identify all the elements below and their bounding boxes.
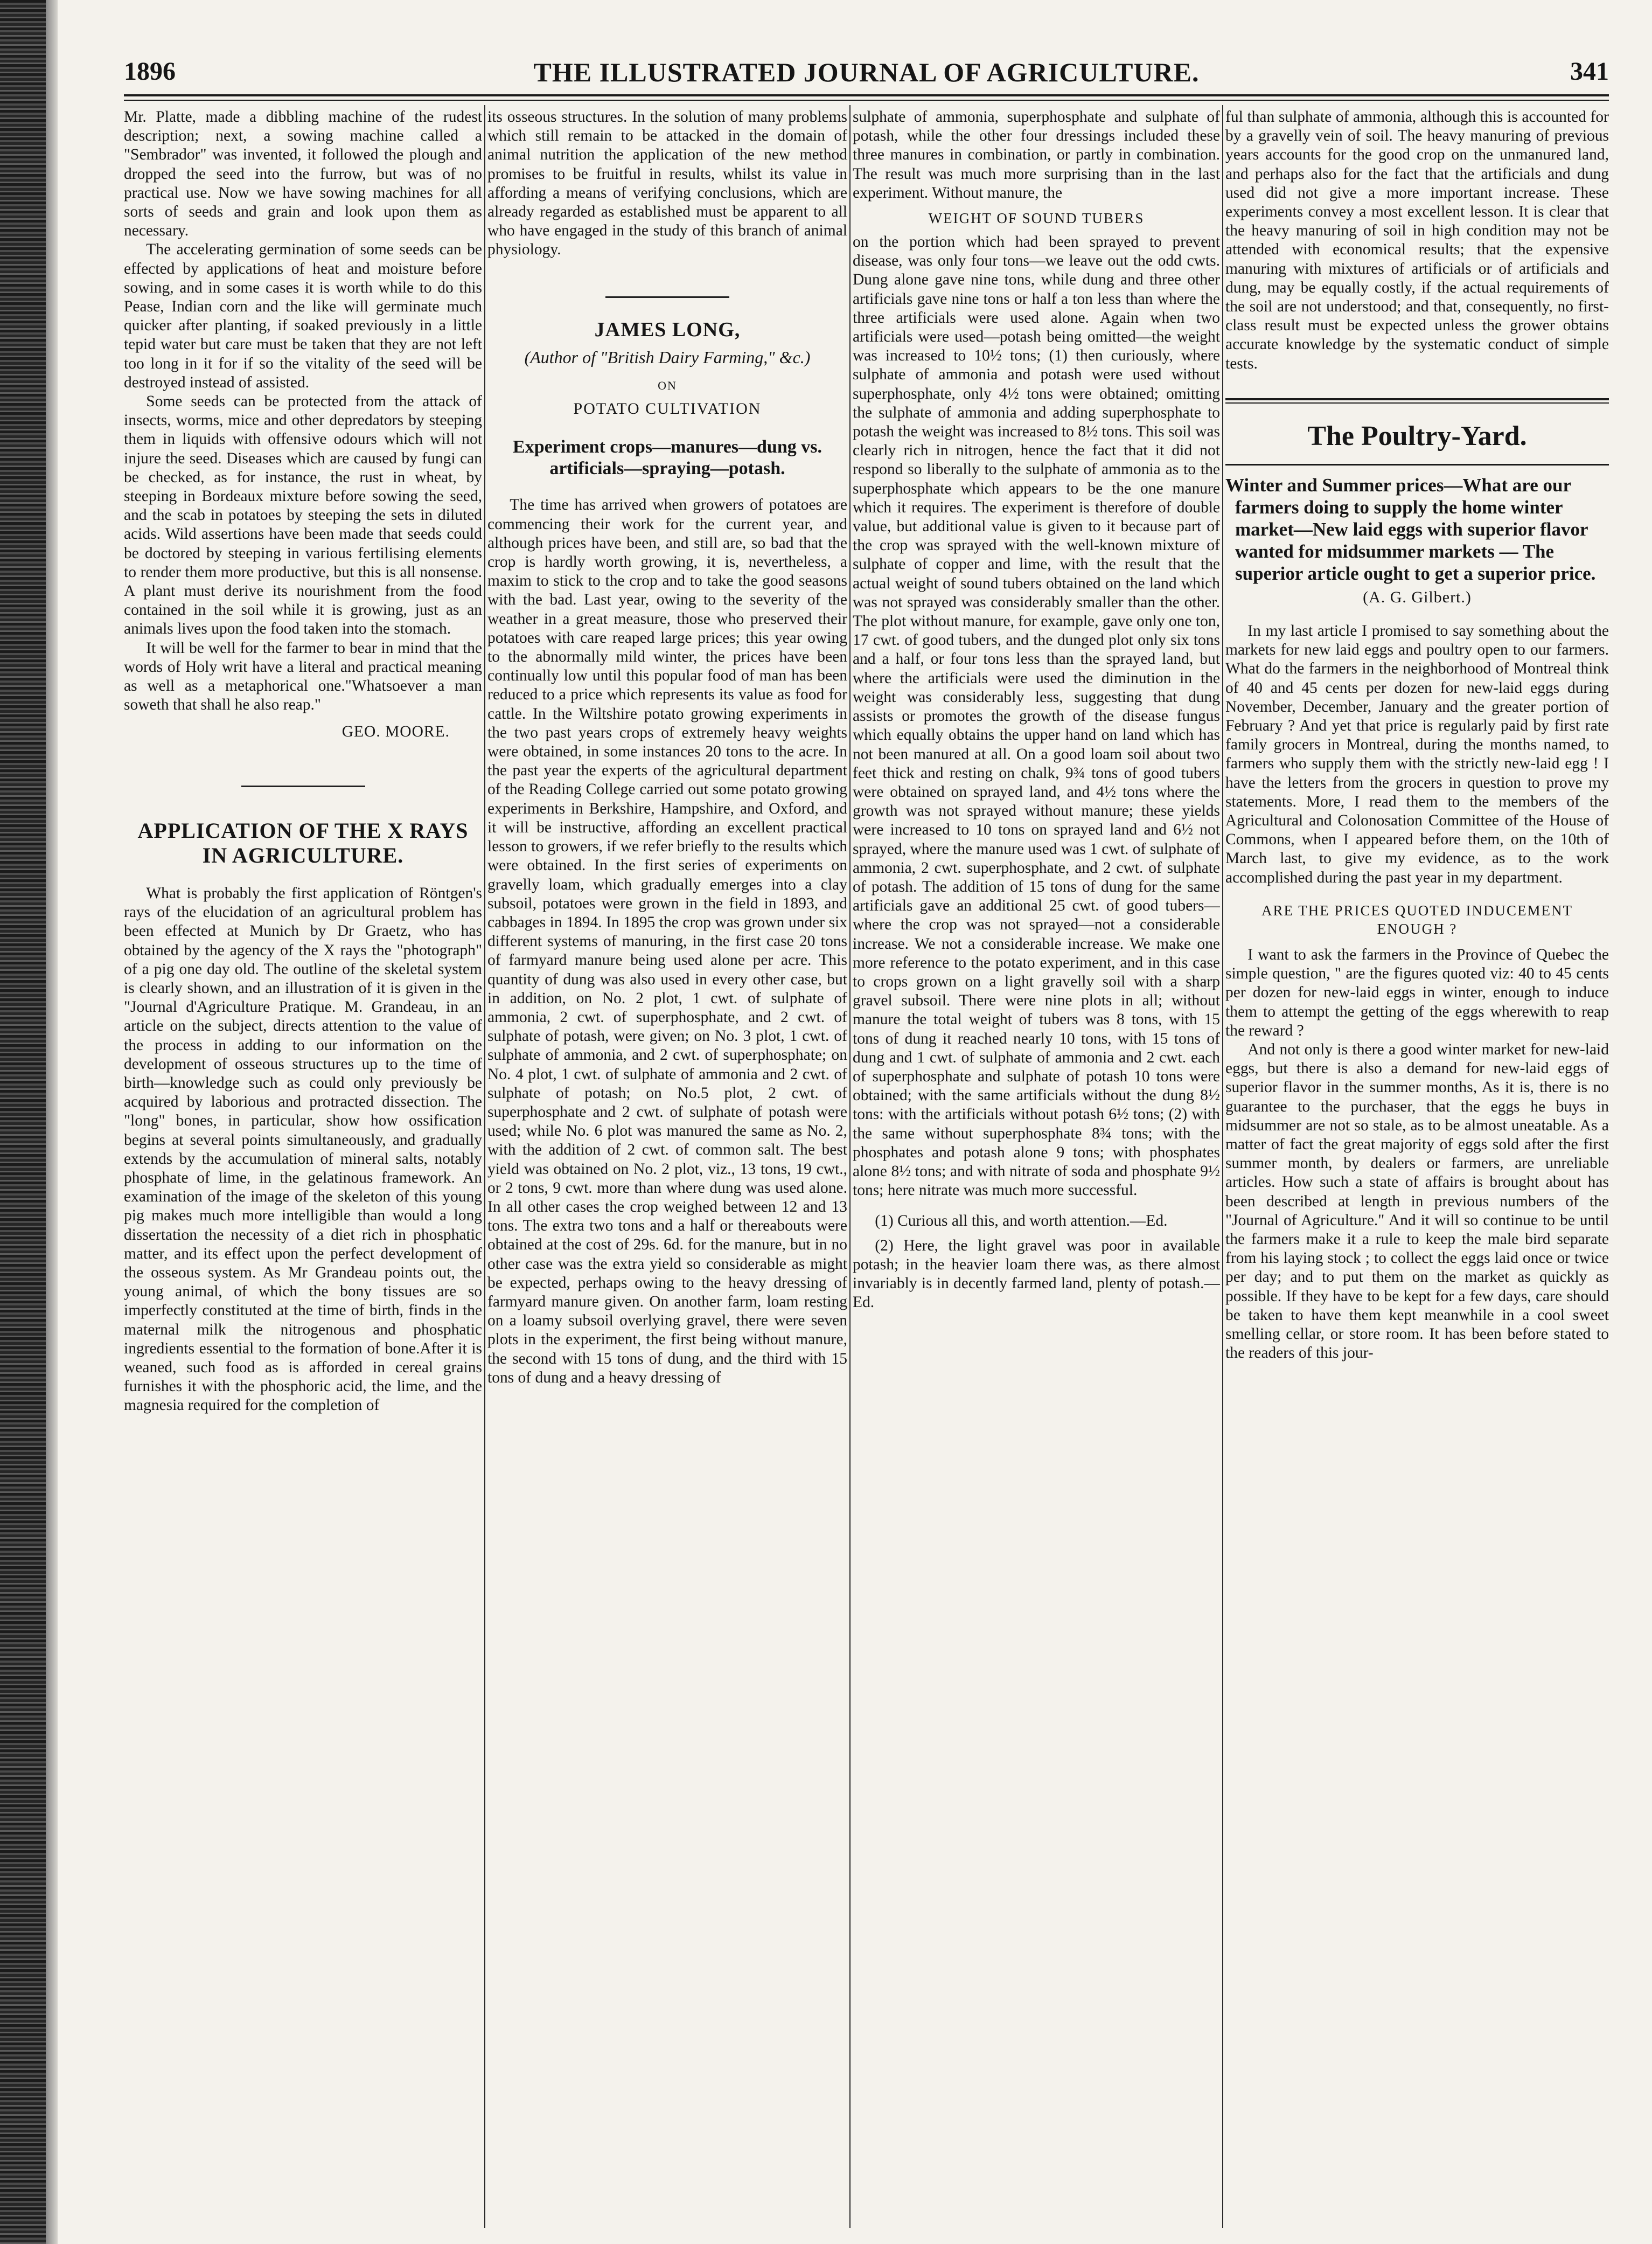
article-paragraph: sulphate of ammonia, superphosphate and sulphate of potash, while the other four dressings included these three manures in combination, or partly in combination. The result was much more surprising than in the last experiment. Without manure, the (853, 108, 1220, 202)
article-signature: GEO. MOORE. (341, 722, 450, 740)
page-number: 341 (1570, 57, 1609, 86)
article-paragraph: It will be well for the farmer to bear in mind that the words of Holy writ have a literal and practical meaning as well as a metaphorical one."Whatsoever a man soweth that shall he also reap." (124, 639, 482, 714)
journal-title: THE ILLUSTRATED JOURNAL OF AGRICULTURE. (533, 57, 1200, 87)
header-rule (124, 94, 1609, 101)
page-header (124, 57, 1609, 94)
article-paragraph: ful than sulphate of ammonia, although this is accounted for by a gravelly vein of soil. The heavy manuring of previous years accounts for the good crop on the unmanured land, and perhaps also for the fact that the artificials and dung used did not give a more important increase. These experiments convey a most excellent lesson. It is clear that the heavy manuring of soil in high condition may not be attended with economical results; that the expensive manuring with mixtures of artificials or of artificials and dung, may be equally costly, if the actual requirements of the soil are not understood; and that, consequently, no first-class result must be expected unless the grower obtains accurate knowledge by the systematic conduct of simple tests. (1225, 108, 1609, 372)
author-note: (Author of "British Dairy Farming," &c.) (524, 348, 811, 367)
section-title: The Poultry-Yard. (1307, 420, 1527, 451)
section-rule (1225, 398, 1609, 404)
article-paragraph: on the portion which had been sprayed to prevent disease, was only four tons—we leave out the odd cwts. Dung alone gave nine tons, while dung and three other artificials gave nine tons or half a ton less than where the three artificials were used alone. Again when two artificials were used—potash being omitted—the weight was increased to 10½ tons; (1) then curiously, where sulphate of ammonia and potash were used without superphosphate, only 4½ tons were obtained; omitting the sulphate of ammonia and adding superphosphate to potash the weight was increased to 8½ tons. This soil was clearly rich in nitrogen, hence the fact that it did not respond so liberally to the sulphate of ammonia as to the superphosphate which appears to be the one manure which it requires. The experiment is therefore of double value, but additional value is given to it because part of the crop was sprayed with the well-known mixture of sulphate of copper and lime, with the result that the actual weight of sound tubers obtained on the land which was not sprayed was considerably smaller than the other. The plot without manure, for example, gave only one ton, 17 cwt. of good tubers, and the dunged plot only six tons and a half, or four tons less than the sprayed land, but where the artificials were used the diminution in the weight was considerably less, suggesting that dung assists or promotes the growth of the disease fungus which equally obtains the upper hand on land which has not been manured at all. On a good loam soil about two feet thick and resting on chalk, 9¾ tons of good tubers were obtained on sprayed land, and 4½ tons where the growth was not sprayed without manure; these yields were increased to 10 tons on sprayed land and 6½ not sprayed, where the manure used was 1 cwt. of sulphate of ammonia, 2 cwt. superphosphate, and 2 cwt. of sulphate of potash. The addition of 15 tons of dung for the same artificials gave an additional 25 cwt. of good tubers—where the crop was not sprayed—not a considerable increase. We not a considerable increase. We make one more reference to the potato experiment, and in this case to crops grown on a light gravelly soil with a sharp gravel subsoil. There were nine plots in all; without manure the total weight of tubers was 8 tons, with 15 tons of dung it reached nearly 10 tons, with 15 tons of dung and 1 cwt. of sulphate of ammonia and 2 cwt. each of superphosphate and sulphate of potash 10 tons were obtained; with the same artificials without the dung 8½ tons: with the artificials without potash 6½ tons; (2) with the same without superphosphate 8¾ tons; with the phosphates and potash alone 9 tons; with phosphates alone 8½ tons; and with nitrate of soda and phosphate 9½ tons; here nitrate was much more successful. (853, 233, 1220, 1199)
section-ornament (124, 773, 482, 791)
column-divider (484, 105, 485, 2228)
column-divider (1222, 105, 1223, 2228)
column-1 (124, 108, 482, 2228)
column-divider (849, 105, 851, 2228)
article-paragraph: What is probably the first application of Röntgen's rays of the elucidation of an agricultural problem has been effected at Munich by Dr Graetz, who has obtained by the agency of the X rays the "photograph" of a pig one day old. The outline of the skeletal system is clearly shown, and an illustration of it is given in the "Journal d'Agriculture Pratique. M. Grandeau, in an article on the subject, directs attention to the value of the process in adding to our information on the development of osseous structures up to the time of birth—knowledge such as could only previously be acquired by laborious and protracted dissection. The "long" bones, in particular, show how ossification begins at several points simultaneously, and gradually extends by the accumulation of mineral salts, notably phosphate of lime, in the gelatinous framework. An examination of the image of the skeleton of this young pig makes much more intelligible than would a long dissertation the necessity of a diet rich in phosphatic matter, and its effect upon the perfect development of the osseous system. As Mr Grandeau points out, the young animal, of which the bony tissues are so imperfectly constituted at the time of birth, finds in the maternal milk the nitrogenous and phosphatic ingredients essential to the formation of bone.After it is weaned, such food as is afforded in cereal grains furnishes it with the phosphoric acid, the lime, and the magnesia required for the completion of (124, 884, 482, 1414)
header-year: 1896 (124, 57, 176, 86)
article-paragraph: Some seeds can be protected from the attack of insects, worms, mice and other depredators by steeping them in liquids with offensive odours which will not injure the seed. Diseases which are caused by fungi can be checked, as for instance, the rust in wheat, by steeping in Bordeaux mixture before sowing the seed, and the scab in potatoes by steeping the sets in diluted acids. Wild assertions have been made that seeds could be doctored by steeping in various fertilising elements to render them more productive, but this is all nonsense. A plant must derive its nourishment from the food contained in the soil while it is growing, just as an animals lives upon the food taken into the stomach. (124, 393, 482, 638)
xray-article-title: APPLICATION OF THE X RAYS IN AGRICULTURE. (137, 818, 469, 867)
article-paragraph: In my last article I promised to say something about the markets for new laid eggs and poultry open to our farmers. What do the farmers in the neighborhood of Montreal think of 40 and 45 cents per dozen for new-laid eggs during November, December, January and the greater portion of February ? And yet that price is regularly paid by first rate family grocers in Montreal, during the months named, to farmers who supply them with the strictly new-laid egg ! I have the letters from the grocers in question to prove my statements. More, I read them to the members of the Agricultural and Colonosation Committee of the House of Commons, when I appeared before them, on the 10th of March last, to give my evidence, as to the work accomplished during the past year in my department. (1225, 622, 1609, 886)
footnote: (1) Curious all this, and worth attention.—Ed. (875, 1212, 1168, 1230)
subheading: ARE THE PRICES QUOTED INDUCEMENT ENOUGH ? (1261, 902, 1573, 937)
article-paragraph: The accelerating germination of some seeds can be effected by applications of heat and moisture before sowing, and in some cases it is worth while to do this Pease, Indian corn and the like will germinate much quicker after planting, if soaked previously in a little tepid water but care must be taken that they are not left too long in it for if so the vitality of the seed will be destroyed instead of assisted. (124, 241, 482, 391)
subheading: WEIGHT OF SOUND TUBERS (928, 210, 1145, 227)
column-2 (487, 108, 847, 2228)
section-ornament (487, 283, 847, 302)
article-paragraph: And not only is there a good winter market for new-laid eggs, but there is also a demand for new-laid eggs of superior flavor in the summer months, As it is, there is no guarantee to the purchaser, that the eggs he buys in midsummer are not so stale, as to be almost uneatable. As a matter of fact the great majority of eggs sold after the first summer month, by dealers or farmers, are unreliable articles. How such a state of affairs is brought about has been described at length in previous numbers of the "Journal of Agriculture." And it will so continue to be until the farmers make it a rule to keep the male bird separate from his laying stock ; to collect the eggs laid once or twice per day; and to put them on the market as quickly as possible. If they have to be kept for a few days, care should be taken to have them kept meanwhile in a cool sweet smelling cellar, or store room. It has been before stated to the readers of this jour- (1225, 1040, 1609, 1362)
column-3 (853, 108, 1220, 2228)
article-paragraph: Mr. Platte, made a dibbling machine of the rudest description; next, a sowing machine called a "Sembrador" was invented, it followed the plough and dropped the seed into the furrow, but was of no practical use. Now we have sowing machines for all sorts of seeds and grain and look upon them as necessary. (124, 108, 482, 240)
article-byline: (A. G. Gilbert.) (1363, 588, 1472, 606)
footnote: (2) Here, the light gravel was poor in available potash; in the heavier loam there was, as there almost invariably is in decently farmed land, plenty of potash.—Ed. (853, 1236, 1220, 1311)
binding-edge (0, 0, 46, 2244)
article-paragraph: The time has arrived when growers of potatoes are commencing their work for the current year, and although prices have been, and still are, so bad that the crop is hardly worth growing, it is, nevertheless, a maxim to stick to the crop and to take the good seasons with the bad. Last year, owing to the severity of the weather in a great measure, those who preserved their potatoes with care reaped large prices; this year owing to the abnormally mild winter, the prices have been continually low until this popular food of man has been reduced to a price which represents its value as food for cattle. In the Wiltshire potato growing experiments in the two past years crops of extremely heavy weights were obtained, in some instances 20 tons to the acre. In the past year the experts of the agricultural department of the Reading College carried out some potato growing experiments in Berkshire, Hampshire, and Oxford, and it will be instructive, affording an excellent practical lesson to growers, if we refer briefly to the results which were obtained. In the first series of experiments on gravelly loam, which gradually emerges into a clay subsoil, potatoes were grown in the field in 1893, and cabbages in 1894. In 1895 the crop was grown under six different systems of manuring, in the first case 20 tons of farmyard manure being used alone per acre. This quantity of dung was also used in every other case, but in addition, on No. 2 plot, 1 cwt. of sulphate of ammonia, 2 cwt. of superphosphate, and 2 cwt. of sulphate of potash, were given; on No. 3 plot, 1 cwt. of sulphate of ammonia, and 2 cwt. of superphosphate; on No. 4 plot, 1 cwt. of sulphate of ammonia and 2 cwt. of sulphate of potash; on No.5 plot, 2 cwt. of superphosphate and 2 cwt. of sulphate of potash were used; while No. 6 plot was manured the same as No. 2, with the addition of 2 cwt. of common salt. The best yield was obtained on No. 2 plot, viz., 13 tons, 19 cwt., or 2 tons, 9 cwt. more than where dung was used alone. In all other cases the crop weighed between 12 and 13 tons. The extra two tons and a half or thereabouts were obtained at the cost of 29s. 6d. for the manure, but in no other case was the extra yield so considerable as might be expected, perhaps owing to the heavy dressing of farmyard manure given. On another farm, loam resting on a loamy subsoil overlying gravel, there were seven plots in the experiment, the first being without manure, the second with 15 tons of dung, and the third with 15 tons of dung and a heavy dressing of (487, 496, 847, 1386)
article-paragraph: I want to ask the farmers in the Province of Quebec the simple question, " are the figures quoted viz: 40 to 45 cents per dozen for new-laid eggs in winter, enough to induce them to attempt the getting of the eggs wherewith to reap the reward ? (1225, 946, 1609, 1039)
column-4 (1225, 108, 1609, 2228)
article-topic: POTATO CULTIVATION (573, 400, 762, 418)
article-paragraph: its osseous structures. In the solution of many problems which still remain to be attacked in the domain of animal nutrition the application of the new method promises to be fruitful in results, whilst its value in affording a means of verifying conclusions, which are already regarded as established must be apparent to all who have engaged in the study of this branch of animal physiology. (487, 108, 847, 259)
author-name: JAMES LONG, (594, 318, 741, 341)
article-deck: Winter and Summer prices—What are our farmers doing to supply the home winter market—New laid eggs with superior flavor wanted for midsummer markets — The superior article ought to get a superior price. (1225, 474, 1596, 584)
deck-rule (1225, 464, 1609, 466)
binding-shadow (46, 0, 58, 2244)
article-deck: Experiment crops—manures—dung vs. artificials—spraying—potash. (513, 437, 822, 479)
heading-on: ON (658, 379, 677, 393)
